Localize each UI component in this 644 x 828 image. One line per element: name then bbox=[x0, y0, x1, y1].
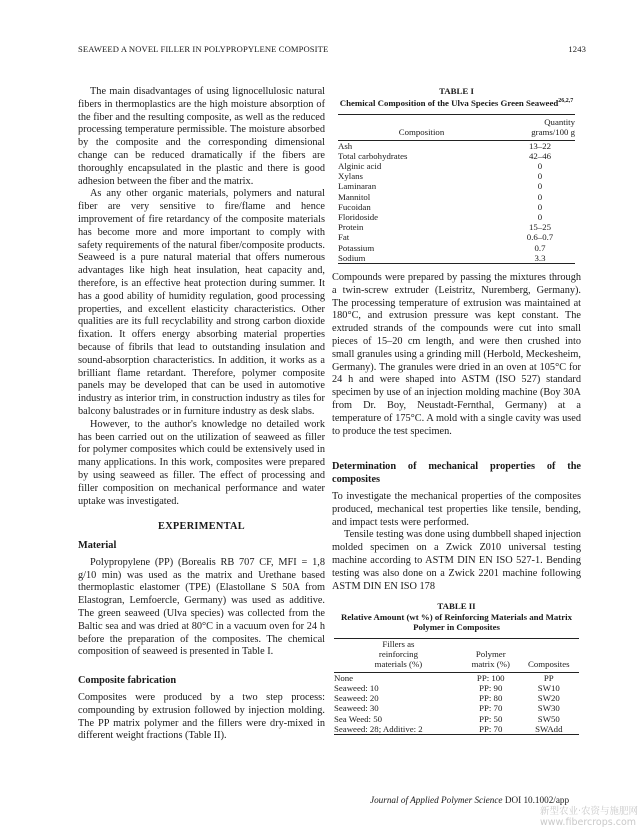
table-cell-quantity: 42–46 bbox=[529, 150, 551, 161]
section-heading-experimental: EXPERIMENTAL bbox=[158, 521, 245, 533]
doi: DOI 10.1002/app bbox=[504, 795, 570, 805]
table-cell-composition: Fucoidan bbox=[338, 201, 371, 212]
table-cell-composition: Sodium bbox=[338, 252, 366, 263]
table-cell-quantity: 0 bbox=[537, 181, 543, 192]
table-cell-filler: Seaweed: 28; Additive: 2 bbox=[334, 723, 423, 734]
table-1-caption-text: Chemical Composition of the Ulva Species Green Seaweed bbox=[339, 98, 559, 109]
table-cell-quantity: 0 bbox=[537, 160, 543, 171]
subsection-heading-mechanical: Determination of mechanical properties of the composites bbox=[332, 461, 581, 486]
subsection-heading-material: Material bbox=[78, 540, 117, 552]
table-cell-composition: Xylans bbox=[338, 171, 363, 182]
table-cell-filler: Sea Weed: 50 bbox=[334, 713, 382, 724]
table-cell-filler: Seaweed: 10 bbox=[334, 682, 379, 693]
table-1-label: TABLE I bbox=[439, 86, 474, 96]
table-cell-comp: SW30 bbox=[537, 703, 560, 714]
table-cell-quantity: 0 bbox=[537, 201, 543, 212]
table-cell-matrix: PP: 70 bbox=[479, 703, 503, 714]
table-2-header-fillers: Fillers as reinforcing materials (%) bbox=[374, 638, 423, 670]
paragraph: The main disadvantages of using lignocellulosic natural fibers in thermoplastics are the high moisture absorption of the fiber and the resulting composite, as well as the reduced processing temperature permissible. The moisture absorbed by the composite and the corresponding dimensional change can be reduced dramatically if the fibers are thoroughly encapsulated in the plastic and there is good adhesion between the fiber and the matrix. bbox=[78, 86, 325, 187]
table-row bbox=[338, 202, 575, 212]
table-1-caption bbox=[338, 96, 575, 108]
table-row bbox=[338, 192, 575, 202]
journal-name: Journal of Applied Polymer Science bbox=[370, 795, 503, 805]
table-2-body bbox=[334, 672, 579, 734]
watermark: 新型农业·农资与施肥网 www.fibercrops.com bbox=[540, 806, 639, 828]
paragraph: Compounds were prepared by passing the mixtures through a twin-screw extruder (Leistritz, Nuremberg, Germany). The processing temperature of extrusion was maintained at 180°C, and extrusion pressure was kept constant. The extruded strands of the compounds were cut into small pieces of 15–20 cm length, and were then crushed into small granules using a grinding mill (Herbold, Meckesheim, Germany). The granules were dried in an oven at 105°C for 24 h and were shaped into ASTM (ISO 527) standard specimen by use of an injection molding machine (Boy 30A from Dr. Boy, Neustadt-Fernthal, Germany) at a temperature of 175°C. A mold with a single cavity was used to produce the test specimen. bbox=[332, 271, 581, 437]
table-cell-composition: Total carbohydrates bbox=[338, 150, 408, 161]
table-row bbox=[338, 222, 575, 232]
table-1 bbox=[332, 86, 581, 264]
table-cell-filler: Seaweed: 20 bbox=[334, 693, 379, 704]
table-row bbox=[334, 683, 579, 693]
table-cell-comp: SW20 bbox=[537, 693, 560, 704]
table-row bbox=[338, 243, 575, 253]
table-cell-composition: Mannitol bbox=[338, 191, 371, 202]
table-row bbox=[338, 212, 575, 222]
table-1-body bbox=[338, 140, 575, 263]
table-row bbox=[334, 724, 579, 735]
table-cell-composition: Floridoside bbox=[338, 211, 379, 222]
table-row bbox=[338, 181, 575, 191]
table-cell-comp: PP bbox=[543, 672, 554, 683]
table-cell-quantity: 0 bbox=[537, 211, 543, 222]
table-cell-quantity: 13–22 bbox=[529, 140, 551, 151]
subsection-heading-fabrication: Composite fabrication bbox=[78, 675, 177, 687]
table-cell-quantity: 0.6–0.7 bbox=[526, 232, 554, 243]
table-2 bbox=[332, 601, 581, 735]
table-cell-matrix: PP: 90 bbox=[479, 682, 503, 693]
running-head-title: SEAWEED A NOVEL FILLER IN POLYPROPYLENE COMPOSITE bbox=[78, 44, 329, 54]
table-2-caption: Relative Amount (wt %) of Reinforcing Materials and Matrix Polymer in Composites bbox=[341, 611, 572, 633]
running-head bbox=[78, 44, 586, 54]
table-cell-composition: Laminaran bbox=[338, 181, 377, 192]
table-1-header-quantity: Quantity grams/100 g bbox=[531, 116, 575, 138]
table-cell-filler: Seaweed: 30 bbox=[334, 703, 379, 714]
table-cell-matrix: PP: 80 bbox=[479, 693, 503, 704]
table-cell-quantity: 0.7 bbox=[534, 242, 546, 253]
table-cell-composition: Fat bbox=[338, 232, 350, 243]
paragraph: As any other organic materials, polymers and natural fiber are very sensitive to fire/flame and hence improvement of fire retardancy of the composite materials has become more and more important to comply with safety requirements of the natural fiber/composite products. Seaweed is a pure natural material that offers numerous advantages like high heat insulation, heat capacity and, therefore, is an effective heat protection during summer. It has a good ability of humidity regulation, good processing properties, and excellent elasticity characteristics. Other qualities are its full recyclability and strong carbon dioxide fixation. It offers energy absorbing material properties because of fibrils that lead to outstanding insulation and sound-absorption characteristics. In addition, it works as a brilliant flame retardant. Therefore, polymer composite panels may be developed that can be used in automotive industry as interior trim, in construction industry as tiles for balcony balustrades or in furniture industry as desk slabs. bbox=[78, 188, 325, 417]
paragraph: Composites were produced by a two step process: compounding by extrusion followed by injection molding. The PP matrix polymer and the fillers were dry-mixed in different weight fractions (Table II). bbox=[78, 692, 325, 742]
table-row bbox=[334, 693, 579, 703]
table-cell-quantity: 15–25 bbox=[529, 222, 551, 233]
table-1-grid bbox=[338, 114, 575, 264]
page-number: 1243 bbox=[568, 44, 586, 54]
table-cell-comp: SW10 bbox=[537, 682, 560, 693]
table-cell-quantity: 0 bbox=[537, 191, 543, 202]
table-cell-composition: Potassium bbox=[338, 242, 375, 253]
table-row bbox=[334, 714, 579, 724]
footer bbox=[370, 795, 569, 805]
paragraph: To investigate the mechanical properties of the composites produced, mechanical test properties like tensile, bending, and impact tests were performed. bbox=[332, 490, 581, 528]
table-1-header-composition: Composition bbox=[398, 127, 445, 138]
table-cell-filler: None bbox=[334, 672, 354, 683]
table-cell-composition: Ash bbox=[338, 140, 353, 151]
table-cell-composition: Protein bbox=[338, 222, 364, 233]
right-column bbox=[332, 86, 581, 735]
table-2-label: TABLE II bbox=[437, 601, 476, 612]
table-cell-quantity: 0 bbox=[537, 171, 543, 182]
paragraph: However, to the author's knowledge no detailed work has been carried out on the utilization of seaweed as filler for polymer composites which could be extensively used in many applications. In this work, composites were prepared by using seaweed as filler. The effect of processing and filler composition on mechanical performance and water uptake was investigated. bbox=[78, 418, 325, 507]
table-cell-matrix: PP: 100 bbox=[476, 672, 505, 683]
table-cell-matrix: PP: 50 bbox=[479, 713, 503, 724]
table-row bbox=[338, 171, 575, 181]
table-row bbox=[334, 672, 579, 683]
table-row bbox=[338, 140, 575, 151]
paragraph: Polypropylene (PP) (Borealis RB 707 CF, MFI = 1,8 g/10 min) was used as the matrix and Urethane based thermoplastic elastomer (TPE) (Elastollane S 50A from Elastogran, Lemfoercle, Germany) was used as additive. The green seaweed (Ulva species) was collected from the Baltic sea and was dried at 80°C in a vacuum oven for 24 h before the preparation of the composites. The chemical composition of seaweed is presented in Table I. bbox=[78, 556, 325, 658]
table-2-header-composites: Composites bbox=[528, 659, 570, 670]
table-cell-composition: Alginic acid bbox=[338, 160, 382, 171]
table-cell-quantity: 3.3 bbox=[534, 252, 546, 263]
table-row bbox=[334, 703, 579, 713]
table-row bbox=[338, 253, 575, 264]
table-cell-comp: SWAdd bbox=[535, 723, 563, 734]
table-2-header-matrix: Polymer matrix (%) bbox=[471, 648, 510, 670]
table-row bbox=[338, 161, 575, 171]
table-1-caption-ref: 26,2,7 bbox=[558, 98, 574, 105]
table-cell-comp: SW50 bbox=[537, 713, 560, 724]
left-column bbox=[78, 86, 325, 743]
table-row bbox=[338, 232, 575, 242]
paragraph: Tensile testing was done using dumbbell shaped injection molded specimen on a Zwick Z010 universal testing machine according to ASTM DIN EN ISO 527-1. Bending testing was also done on a Zwick 2201 machine following ASTM DIN EN ISO 178 bbox=[332, 529, 581, 592]
table-row bbox=[338, 151, 575, 161]
table-2-grid bbox=[334, 638, 579, 735]
table-cell-matrix: PP: 70 bbox=[479, 723, 503, 734]
